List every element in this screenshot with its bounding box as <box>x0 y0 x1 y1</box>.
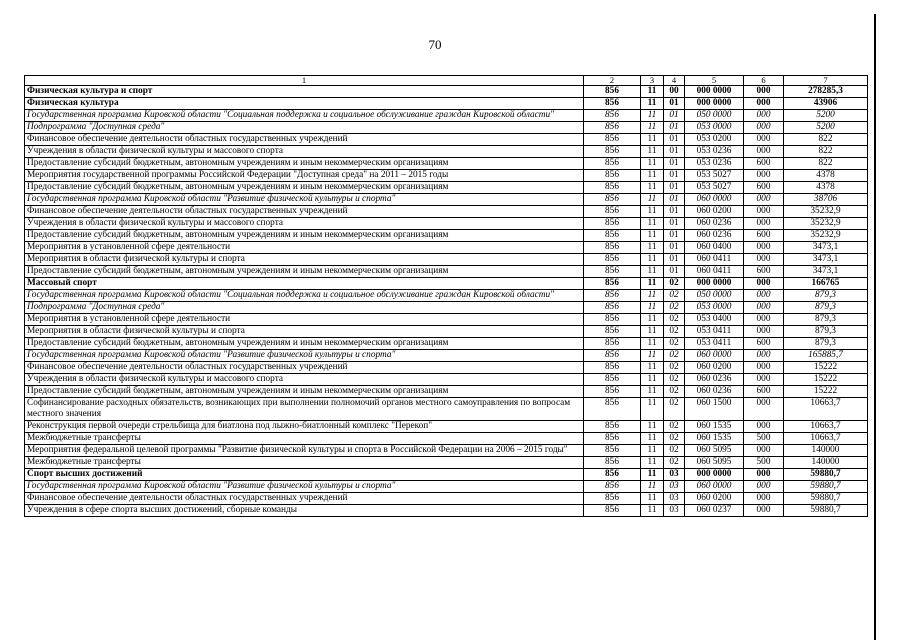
cell-sum: 822 <box>784 158 868 170</box>
cell-rz: 11 <box>641 302 664 314</box>
table-row <box>25 493 868 505</box>
cell-prz: 02 <box>664 445 685 457</box>
cell-vr: 000 <box>744 481 784 493</box>
table-row <box>25 86 868 98</box>
cell-prz: 03 <box>664 505 685 517</box>
table-row <box>25 445 868 457</box>
cell-code: 856 <box>584 457 641 469</box>
cell-rz: 11 <box>641 218 664 230</box>
table-row <box>25 314 868 326</box>
cell-name: Предоставление субсидий бюджетным, автономным учреждениям и иным некоммерческим организациям <box>25 338 584 350</box>
cell-rz: 11 <box>641 398 664 421</box>
table-header-row <box>25 76 868 86</box>
cell-vr: 000 <box>744 314 784 326</box>
cell-vr: 000 <box>744 86 784 98</box>
cell-code: 856 <box>584 350 641 362</box>
cell-sum: 879,3 <box>784 338 868 350</box>
cell-name: Государственная программа Кировской области "Развитие физической культуры и спорта" <box>25 350 584 362</box>
cell-code: 856 <box>584 254 641 266</box>
cell-rz: 11 <box>641 350 664 362</box>
cell-name: Подпрограмма "Доступная среда" <box>25 302 584 314</box>
cell-vr: 000 <box>744 170 784 182</box>
cell-vr: 000 <box>744 493 784 505</box>
cell-sum: 278285,3 <box>784 86 868 98</box>
cell-code: 856 <box>584 386 641 398</box>
table-row <box>25 98 868 110</box>
cell-csr: 060 0236 <box>685 230 744 242</box>
header-cell-csr: 5 <box>685 76 744 86</box>
cell-sum: 5200 <box>784 122 868 134</box>
cell-vr: 600 <box>744 386 784 398</box>
table-row <box>25 505 868 517</box>
cell-code: 856 <box>584 266 641 278</box>
cell-vr: 000 <box>744 122 784 134</box>
cell-name: Подпрограмма "Доступная среда" <box>25 122 584 134</box>
cell-vr: 600 <box>744 158 784 170</box>
cell-rz: 11 <box>641 146 664 158</box>
table-row <box>25 350 868 362</box>
cell-vr: 600 <box>744 230 784 242</box>
cell-vr: 000 <box>744 206 784 218</box>
cell-rz: 11 <box>641 374 664 386</box>
cell-rz: 11 <box>641 314 664 326</box>
cell-rz: 11 <box>641 134 664 146</box>
header-cell-name: 1 <box>25 76 584 86</box>
cell-sum: 35232,9 <box>784 218 868 230</box>
cell-code: 856 <box>584 421 641 433</box>
cell-name: Финансовое обеспечение деятельности областных государственных учреждений <box>25 206 584 218</box>
cell-vr: 000 <box>744 194 784 206</box>
cell-sum: 59880,7 <box>784 469 868 481</box>
cell-code: 856 <box>584 326 641 338</box>
cell-prz: 02 <box>664 433 685 445</box>
cell-prz: 02 <box>664 278 685 290</box>
cell-vr: 600 <box>744 182 784 194</box>
cell-csr: 060 0000 <box>685 481 744 493</box>
cell-rz: 11 <box>641 182 664 194</box>
cell-csr: 060 1535 <box>685 433 744 445</box>
cell-prz: 01 <box>664 218 685 230</box>
cell-code: 856 <box>584 170 641 182</box>
cell-code: 856 <box>584 433 641 445</box>
cell-csr: 060 5095 <box>685 457 744 469</box>
cell-code: 856 <box>584 158 641 170</box>
cell-code: 856 <box>584 98 641 110</box>
cell-prz: 01 <box>664 230 685 242</box>
cell-code: 856 <box>584 374 641 386</box>
table-row <box>25 206 868 218</box>
cell-name: Финансовое обеспечение деятельности областных государственных учреждений <box>25 134 584 146</box>
cell-rz: 11 <box>641 278 664 290</box>
cell-name: Предоставление субсидий бюджетным, автономным учреждениям и иным некоммерческим организациям <box>25 386 584 398</box>
cell-csr: 060 0411 <box>685 254 744 266</box>
table-row <box>25 481 868 493</box>
cell-rz: 11 <box>641 481 664 493</box>
cell-vr: 000 <box>744 302 784 314</box>
cell-prz: 02 <box>664 338 685 350</box>
cell-name: Учреждения в области физической культуры и массового спорта <box>25 374 584 386</box>
cell-sum: 15222 <box>784 362 868 374</box>
table-row <box>25 386 868 398</box>
cell-prz: 03 <box>664 493 685 505</box>
cell-rz: 11 <box>641 445 664 457</box>
cell-name: Учреждения в области физической культуры и массового спорта <box>25 218 584 230</box>
cell-name: Межбюджетные трансферты <box>25 433 584 445</box>
cell-name: Мероприятия в области физической культуры и спорта <box>25 326 584 338</box>
cell-vr: 500 <box>744 433 784 445</box>
table-row <box>25 146 868 158</box>
cell-prz: 02 <box>664 398 685 421</box>
cell-sum: 822 <box>784 146 868 158</box>
cell-csr: 060 0236 <box>685 386 744 398</box>
cell-vr: 000 <box>744 326 784 338</box>
cell-prz: 02 <box>664 290 685 302</box>
cell-sum: 10663,7 <box>784 398 868 421</box>
cell-sum: 140000 <box>784 457 868 469</box>
cell-vr: 000 <box>744 254 784 266</box>
cell-rz: 11 <box>641 206 664 218</box>
cell-sum: 879,3 <box>784 326 868 338</box>
cell-vr: 000 <box>744 134 784 146</box>
table-row <box>25 266 868 278</box>
cell-prz: 01 <box>664 194 685 206</box>
cell-sum: 3473,1 <box>784 266 868 278</box>
table-row <box>25 290 868 302</box>
cell-name: Предоставление субсидий бюджетным, автономным учреждениям и иным некоммерческим организациям <box>25 158 584 170</box>
cell-rz: 11 <box>641 421 664 433</box>
cell-prz: 01 <box>664 170 685 182</box>
cell-code: 856 <box>584 146 641 158</box>
cell-rz: 11 <box>641 110 664 122</box>
cell-sum: 15222 <box>784 374 868 386</box>
cell-code: 856 <box>584 362 641 374</box>
cell-code: 856 <box>584 302 641 314</box>
cell-csr: 060 0000 <box>685 194 744 206</box>
cell-vr: 000 <box>744 374 784 386</box>
table-row <box>25 158 868 170</box>
cell-rz: 11 <box>641 266 664 278</box>
cell-csr: 060 0200 <box>685 362 744 374</box>
cell-rz: 11 <box>641 433 664 445</box>
cell-vr: 600 <box>744 338 784 350</box>
cell-rz: 11 <box>641 326 664 338</box>
cell-prz: 01 <box>664 98 685 110</box>
cell-name: Предоставление субсидий бюджетным, автономным учреждениям и иным некоммерческим организациям <box>25 266 584 278</box>
cell-sum: 35232,9 <box>784 206 868 218</box>
cell-csr: 053 0411 <box>685 326 744 338</box>
cell-prz: 02 <box>664 374 685 386</box>
cell-rz: 11 <box>641 338 664 350</box>
cell-sum: 15222 <box>784 386 868 398</box>
cell-sum: 5200 <box>784 110 868 122</box>
cell-vr: 600 <box>744 266 784 278</box>
cell-sum: 38706 <box>784 194 868 206</box>
cell-sum: 879,3 <box>784 290 868 302</box>
cell-prz: 01 <box>664 122 685 134</box>
cell-name: Государственная программа Кировской области "Развитие физической культуры и спорта" <box>25 481 584 493</box>
table-row <box>25 110 868 122</box>
cell-csr: 053 5027 <box>685 182 744 194</box>
cell-sum: 35232,9 <box>784 230 868 242</box>
cell-rz: 11 <box>641 505 664 517</box>
cell-prz: 02 <box>664 386 685 398</box>
cell-vr: 000 <box>744 505 784 517</box>
cell-rz: 11 <box>641 290 664 302</box>
cell-sum: 4378 <box>784 182 868 194</box>
header-cell-code: 2 <box>584 76 641 86</box>
cell-prz: 03 <box>664 469 685 481</box>
cell-vr: 000 <box>744 110 784 122</box>
cell-name: Государственная программа Кировской области "Социальная поддержка и социальное обслуживание граждан Кировской области" <box>25 290 584 302</box>
cell-rz: 11 <box>641 122 664 134</box>
header-cell-vr: 6 <box>744 76 784 86</box>
cell-code: 856 <box>584 278 641 290</box>
cell-csr: 050 0000 <box>685 110 744 122</box>
cell-vr: 000 <box>744 398 784 421</box>
cell-vr: 000 <box>744 290 784 302</box>
cell-prz: 03 <box>664 481 685 493</box>
cell-csr: 060 0236 <box>685 218 744 230</box>
cell-name: Государственная программа Кировской области "Социальная поддержка и социальное обслуживание граждан Кировской области" <box>25 110 584 122</box>
cell-csr: 060 1535 <box>685 421 744 433</box>
cell-vr: 000 <box>744 278 784 290</box>
cell-rz: 11 <box>641 194 664 206</box>
cell-name: Физическая культура <box>25 98 584 110</box>
cell-code: 856 <box>584 110 641 122</box>
cell-vr: 000 <box>744 350 784 362</box>
cell-code: 856 <box>584 218 641 230</box>
table-row <box>25 362 868 374</box>
cell-prz: 01 <box>664 254 685 266</box>
cell-sum: 59880,7 <box>784 505 868 517</box>
table-row <box>25 278 868 290</box>
cell-code: 856 <box>584 398 641 421</box>
cell-csr: 000 0000 <box>685 278 744 290</box>
cell-vr: 000 <box>744 445 784 457</box>
cell-rz: 11 <box>641 469 664 481</box>
cell-code: 856 <box>584 206 641 218</box>
table-row <box>25 326 868 338</box>
cell-csr: 060 5095 <box>685 445 744 457</box>
cell-prz: 01 <box>664 242 685 254</box>
cell-prz: 02 <box>664 302 685 314</box>
cell-prz: 01 <box>664 134 685 146</box>
cell-prz: 02 <box>664 421 685 433</box>
cell-name: Физическая культура и спорт <box>25 86 584 98</box>
cell-vr: 000 <box>744 146 784 158</box>
cell-prz: 02 <box>664 457 685 469</box>
table-row <box>25 398 868 421</box>
cell-sum: 879,3 <box>784 302 868 314</box>
cell-code: 856 <box>584 86 641 98</box>
cell-vr: 000 <box>744 98 784 110</box>
cell-code: 856 <box>584 182 641 194</box>
cell-name: Мероприятия государственной программы Российской Федерации "Доступная среда" на 2011 – 2015 годы <box>25 170 584 182</box>
cell-rz: 11 <box>641 386 664 398</box>
cell-code: 856 <box>584 194 641 206</box>
cell-prz: 01 <box>664 146 685 158</box>
cell-rz: 11 <box>641 158 664 170</box>
table-row <box>25 254 868 266</box>
cell-code: 856 <box>584 338 641 350</box>
cell-vr: 000 <box>744 469 784 481</box>
cell-csr: 053 0236 <box>685 146 744 158</box>
cell-prz: 02 <box>664 314 685 326</box>
cell-name: Массовый спорт <box>25 278 584 290</box>
cell-csr: 000 0000 <box>685 86 744 98</box>
cell-vr: 500 <box>744 457 784 469</box>
cell-sum: 3473,1 <box>784 254 868 266</box>
table-row <box>25 302 868 314</box>
cell-code: 856 <box>584 314 641 326</box>
cell-csr: 060 0200 <box>685 206 744 218</box>
cell-rz: 11 <box>641 86 664 98</box>
table-row <box>25 182 868 194</box>
cell-csr: 053 0411 <box>685 338 744 350</box>
cell-sum: 165885,7 <box>784 350 868 362</box>
table-row <box>25 218 868 230</box>
cell-name: Мероприятия в области физической культуры и спорта <box>25 254 584 266</box>
cell-name: Межбюджетные трансферты <box>25 457 584 469</box>
cell-prz: 02 <box>664 350 685 362</box>
cell-prz: 02 <box>664 362 685 374</box>
cell-name: Финансовое обеспечение деятельности областных государственных учреждений <box>25 493 584 505</box>
cell-name: Мероприятия в установленной сфере деятельности <box>25 314 584 326</box>
cell-name: Предоставление субсидий бюджетным, автономным учреждениям и иным некоммерческим организациям <box>25 182 584 194</box>
cell-name: Реконструкция первой очереди стрельбища для биатлона под лыжно-биатлонный комплекс "Перекоп" <box>25 421 584 433</box>
cell-code: 856 <box>584 469 641 481</box>
cell-csr: 000 0000 <box>685 98 744 110</box>
cell-sum: 43906 <box>784 98 868 110</box>
cell-code: 856 <box>584 230 641 242</box>
table-row <box>25 338 868 350</box>
cell-sum: 166765 <box>784 278 868 290</box>
cell-csr: 060 0411 <box>685 266 744 278</box>
cell-name: Софинансирование расходных обязательств, возникающих при выполнении полномочий органов местного самоуправления по вопросам местного значения <box>25 398 584 421</box>
margin-rule <box>874 14 876 640</box>
cell-rz: 11 <box>641 362 664 374</box>
cell-sum: 879,3 <box>784 314 868 326</box>
cell-csr: 050 0000 <box>685 290 744 302</box>
cell-prz: 00 <box>664 86 685 98</box>
table-row <box>25 122 868 134</box>
table-row <box>25 230 868 242</box>
cell-prz: 02 <box>664 326 685 338</box>
cell-rz: 11 <box>641 493 664 505</box>
cell-name: Государственная программа Кировской области "Развитие физической культуры и спорта" <box>25 194 584 206</box>
budget-table <box>24 75 868 517</box>
cell-sum: 3473,1 <box>784 242 868 254</box>
cell-prz: 01 <box>664 182 685 194</box>
cell-csr: 053 5027 <box>685 170 744 182</box>
table-row <box>25 421 868 433</box>
cell-sum: 10663,7 <box>784 421 868 433</box>
table-row <box>25 134 868 146</box>
cell-code: 856 <box>584 445 641 457</box>
cell-csr: 060 0237 <box>685 505 744 517</box>
cell-code: 856 <box>584 505 641 517</box>
cell-vr: 000 <box>744 421 784 433</box>
cell-rz: 11 <box>641 230 664 242</box>
cell-name: Спорт высших достижений <box>25 469 584 481</box>
table-row <box>25 170 868 182</box>
cell-sum: 140000 <box>784 445 868 457</box>
cell-sum: 822 <box>784 134 868 146</box>
header-cell-rz: 3 <box>641 76 664 86</box>
header-cell-sum: 7 <box>784 76 868 86</box>
cell-code: 856 <box>584 242 641 254</box>
header-cell-prz: 4 <box>664 76 685 86</box>
cell-prz: 01 <box>664 158 685 170</box>
table-row <box>25 194 868 206</box>
cell-prz: 01 <box>664 110 685 122</box>
table-body <box>25 86 868 517</box>
cell-csr: 060 0400 <box>685 242 744 254</box>
cell-rz: 11 <box>641 98 664 110</box>
table-row <box>25 242 868 254</box>
cell-name: Учреждения в области физической культуры и массового спорта <box>25 146 584 158</box>
cell-vr: 000 <box>744 362 784 374</box>
cell-code: 856 <box>584 481 641 493</box>
cell-code: 856 <box>584 493 641 505</box>
cell-csr: 060 0236 <box>685 374 744 386</box>
cell-csr: 053 0236 <box>685 158 744 170</box>
cell-code: 856 <box>584 122 641 134</box>
cell-csr: 000 0000 <box>685 469 744 481</box>
cell-csr: 060 0000 <box>685 350 744 362</box>
table-row <box>25 374 868 386</box>
cell-rz: 11 <box>641 242 664 254</box>
cell-csr: 053 0200 <box>685 134 744 146</box>
table-row <box>25 433 868 445</box>
cell-rz: 11 <box>641 170 664 182</box>
cell-sum: 4378 <box>784 170 868 182</box>
cell-rz: 11 <box>641 457 664 469</box>
page-number: 70 <box>428 37 442 52</box>
cell-vr: 000 <box>744 218 784 230</box>
cell-name: Финансовое обеспечение деятельности областных государственных учреждений <box>25 362 584 374</box>
cell-name: Мероприятия в установленной сфере деятельности <box>25 242 584 254</box>
cell-csr: 053 0400 <box>685 314 744 326</box>
cell-name: Предоставление субсидий бюджетным, автономным учреждениям и иным некоммерческим организациям <box>25 230 584 242</box>
cell-csr: 053 0000 <box>685 302 744 314</box>
cell-sum: 59880,7 <box>784 493 868 505</box>
cell-name: Учреждения в сфере спорта высших достижений, сборные команды <box>25 505 584 517</box>
cell-code: 856 <box>584 290 641 302</box>
table-row <box>25 469 868 481</box>
cell-vr: 000 <box>744 242 784 254</box>
cell-csr: 060 1500 <box>685 398 744 421</box>
cell-prz: 01 <box>664 206 685 218</box>
cell-prz: 01 <box>664 266 685 278</box>
cell-rz: 11 <box>641 254 664 266</box>
cell-name: Мероприятия федеральной целевой программы "Развитие физической культуры и спорта в Российской Федерации на 2006 – 2015 годы" <box>25 445 584 457</box>
cell-code: 856 <box>584 134 641 146</box>
cell-csr: 053 0000 <box>685 122 744 134</box>
cell-sum: 10663,7 <box>784 433 868 445</box>
cell-csr: 060 0200 <box>685 493 744 505</box>
table-row <box>25 457 868 469</box>
cell-sum: 59880,7 <box>784 481 868 493</box>
